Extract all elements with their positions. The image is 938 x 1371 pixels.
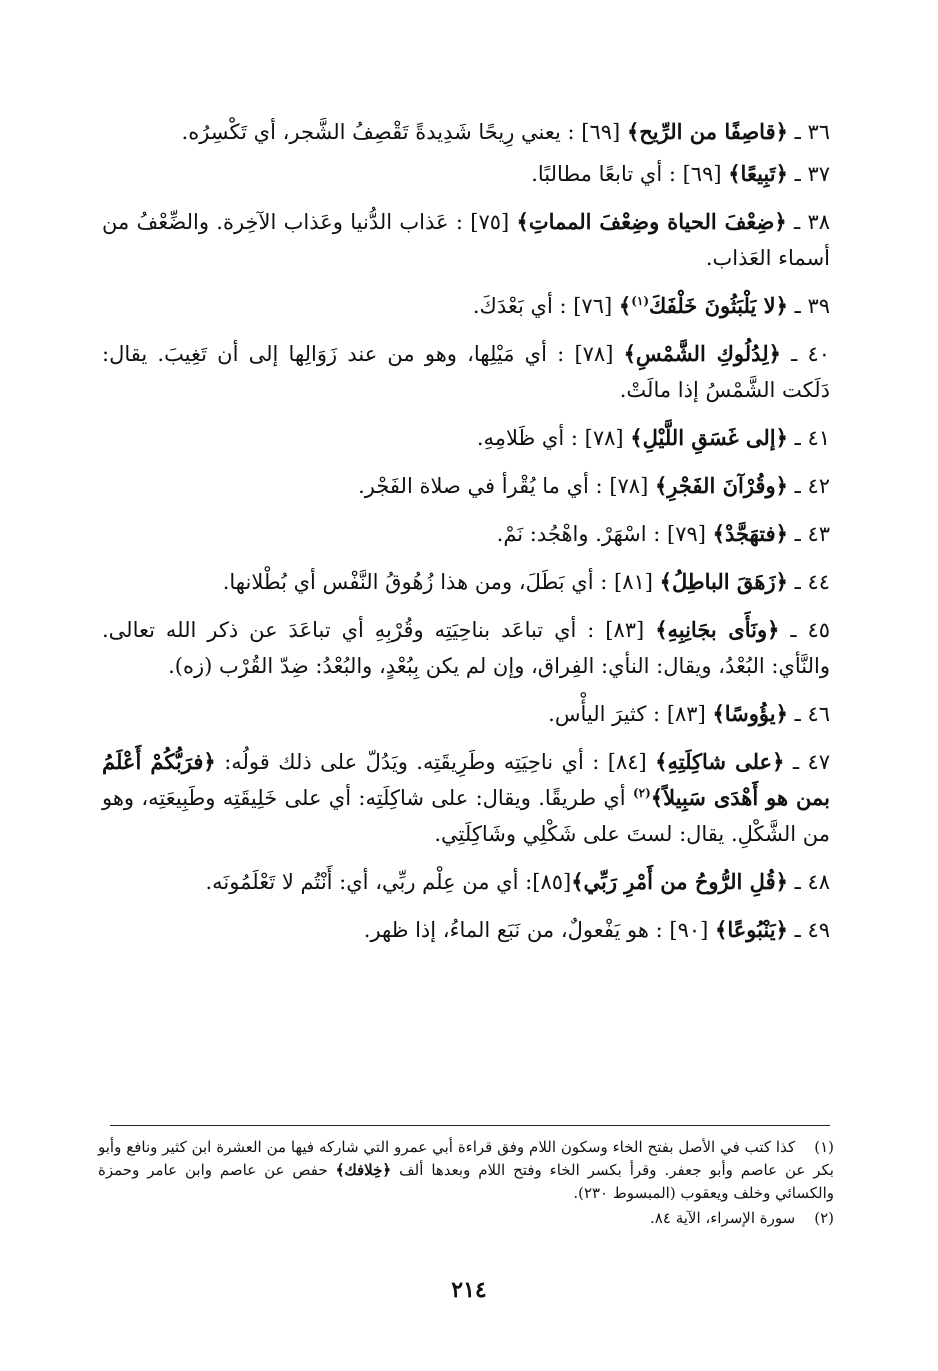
definition: يعني رِيحًا شَدِيدةً تَقْصِفُ الشَّجر، أي تَكْسِرُه. xyxy=(181,120,561,144)
quranic-term: ﴿تَبِيعًا﴾ xyxy=(728,161,788,186)
quranic-quote: ﴿فرَبُّكُمْ أَعْلَمُ بمن هو أَهْدَى سَبِيلاً﴾$^{(٢)}$ xyxy=(102,749,830,810)
footnote-text: كذا كتب في الأصل بفتح الخاء وسكون اللام وفق قراءة أبي عمرو التي شاركه فيها من العشرة ابن كثير ونافع وأبو بكر عن عاصم وأبو جعفر. وقرأ بكسر الخاء وفتح اللام وبعدها ألف xyxy=(98,1138,834,1179)
main-text xyxy=(102,114,830,960)
definition: عَذاب الدُّنيا وعَذاب الآخِرة. والضِّعْفُ من أسماء العَذاب. xyxy=(102,210,830,270)
quranic-term: ﴿قُلِ الرُّوحُ من أَمْرِ رَبِّي﴾ xyxy=(571,869,788,894)
definition: أي ما يُقْرأ في صلاة الفَجْر. xyxy=(358,474,589,498)
entry-45: ٤٥ ـ ﴿ونَأَى بجَانِبِهِ﴾ [٨٣] : أي تباعَد بناحِيَتِه وقُرْبِهِ أي تباعَدَ عن ذكر الله تعالى. والنَّأي: البُعْدُ، ويقال: النأي: الفِراق، وإن لم يكن بِبُعْدٍ، والبُعْدُ: ضِدّ القُرْب (زه). xyxy=(102,617,830,678)
entry-38: ٣٨ ـ ﴿ضِعْفَ الحياة وضِعْفَ المماتِ﴾ [٧٥] : عَذاب الدُّنيا وعَذاب الآخِرة. والضِّعْفُ من أسماء العَذاب. xyxy=(102,209,831,270)
verse-reference: [٧٦] xyxy=(573,294,613,318)
verse-reference: [٩٠] xyxy=(669,918,709,942)
entry-number: ٣٧ xyxy=(807,162,830,186)
definition: أي تباعَد بناحِيَتِه وقُرْبِهِ أي تباعَدَ عن ذكر الله تعالى. والنَّأي: البُعْدُ، ويقال: النأي: الفِراق، وإن لم يكن بِبُعْدٍ، والبُعْدُ: ضِدّ القُرْب (زه). xyxy=(102,618,830,678)
quranic-term: ﴿يؤُوسًا﴾ xyxy=(712,701,788,726)
entry-41: ٤١ ـ ﴿إلى غَسَقِ اللَّيْلِ﴾ [٧٨] : أي ظَلامِهِ. xyxy=(476,425,830,450)
verse-reference: [٨٥] xyxy=(532,870,572,894)
entry-number: ٤٨ xyxy=(807,870,830,894)
entry-number: ٣٨ xyxy=(807,210,831,234)
footnotes xyxy=(98,1136,834,1232)
verse-reference: [٨٣] xyxy=(605,618,645,642)
footnote-quranic-word: ﴿خِلافك﴾ xyxy=(335,1161,392,1179)
entry-40: ٤٠ ـ ﴿لِدُلُوكِ الشَّمْسِ﴾ [٧٨] : أي مَيْلِها، وهو من عند زَوَالِها إلى أن تَغِيبَ. يقال: دَلَكت الشَّمْسُ إذا مالَتْ. xyxy=(102,341,831,402)
footnote-text-continued: حفص عن عاصم وابن عامر وحمزة والكسائي وخلف ويعقوب (المبسوط ٢٣٠). xyxy=(98,1161,834,1202)
definition: أي من عِلْم ربِّي، أي: أَنْتُم لا تَعْلَمُونَه. xyxy=(205,870,519,894)
entry-number: ٤١ xyxy=(807,426,830,450)
quranic-term: ﴿قاصِفًا من الرِّيح﴾ xyxy=(626,119,788,144)
definition: أي ناحِيَتِه وطَرِيقَتِه. ويَدُلّ على ذلك قولُه: xyxy=(224,750,584,774)
verse-reference: [٧٥] xyxy=(470,210,510,234)
quranic-term: ﴿على شاكِلَتِهِ﴾ xyxy=(655,749,785,774)
footnote-divider xyxy=(110,1125,830,1126)
quranic-term: ﴿وقُرْآنَ الفَجْرِ﴾ xyxy=(654,473,788,498)
verse-reference: [٧٩] xyxy=(667,522,706,546)
entry-number: ٤٦ xyxy=(807,702,830,726)
footnote-number: (١) xyxy=(814,1138,834,1156)
entry-43: ٤٣ ـ ﴿فتهَجَّدْ﴾ [٧٩] : اسْهَرْ. واهْجُد: نَمْ. xyxy=(496,521,830,546)
verse-reference: [٨١] xyxy=(614,570,653,594)
quranic-term: ﴿لِدُلُوكِ الشَّمْسِ﴾ xyxy=(623,341,781,366)
definition-continued: أي طريقًا. ويقال: على شاكِلَتِه: أي على خَلِيقَتِه وطَبِيعَتِه، وهو من الشَّكْلِ. يقال: لستَ على شَكْلِي وشَاكِلَتِي. xyxy=(102,786,830,846)
quranic-term: ﴿ونَأَى بجَانِبِهِ﴾ xyxy=(655,617,780,642)
definition: أي مَيْلِها، وهو من عند زَوَالِها إلى أن تَغِيبَ. يقال: دَلَكت الشَّمْسُ إذا مالَتْ. xyxy=(102,342,830,402)
definition: كثيرَ اليأْس. xyxy=(548,702,647,726)
entry-number: ٤٩ xyxy=(807,918,830,942)
entry-42: ٤٢ ـ ﴿وقُرْآنَ الفَجْرِ﴾ [٧٨] : أي ما يُقْرأ في صلاة الفَجْر. xyxy=(358,473,830,498)
definition: أي ظَلامِهِ. xyxy=(476,426,565,450)
verse-reference: [٧٨] xyxy=(584,426,624,450)
entry-37: ٣٧ ـ ﴿تَبِيعًا﴾ [٦٩] : أي تابعًا مطالبًا. xyxy=(531,161,830,186)
quranic-term: ﴿زَهَقَ الباطِلُ﴾ xyxy=(659,569,788,594)
entry-48: ٤٨ ـ ﴿قُلِ الرُّوحُ من أَمْرِ رَبِّي﴾[٨٥]: أي من عِلْم ربِّي، أي: أَنْتُم لا تَعْلَمُونَه. xyxy=(205,869,830,894)
definition: اسْهَرْ. واهْجُد: نَمْ. xyxy=(496,522,647,546)
entry-46: ٤٦ ـ ﴿يؤُوسًا﴾ [٨٣] : كثيرَ اليأْس. xyxy=(548,701,830,726)
footnote-2 xyxy=(98,1207,834,1230)
entry-number: ٤٤ xyxy=(807,570,830,594)
verse-reference: [٧٨] xyxy=(609,474,649,498)
entry-number: ٤٧ xyxy=(807,750,830,774)
entry-number: ٣٩ xyxy=(807,294,830,318)
verse-reference: [٧٨] xyxy=(574,342,614,366)
entry-number: ٣٦ xyxy=(807,120,830,144)
quranic-term: ﴿فتهَجَّدْ﴾ xyxy=(712,521,788,546)
quranic-term: ﴿لا يَلْبَثُونَ خَلْفَكَ$^{(١)}$﴾ xyxy=(618,293,788,318)
quranic-term: ﴿إلى غَسَقِ اللَّيْلِ﴾ xyxy=(630,425,788,450)
entry-number: ٤٥ xyxy=(807,618,830,642)
entry-36: ٣٦ ـ ﴿قاصِفًا من الرِّيح﴾ [٦٩] : يعني رِيحًا شَدِيدةً تَقْصِفُ الشَّجر، أي تَكْسِرُه. xyxy=(181,119,830,144)
page-number: ٢١٤ xyxy=(451,1277,487,1303)
definition: أي بَعْدَكَ. xyxy=(472,294,553,318)
footnote-text: سورة الإسراء، الآية ٨٤. xyxy=(650,1209,796,1227)
entry-49: ٤٩ ـ ﴿يَنْبُوعًا﴾ [٩٠] : هو يَفْعولٌ، من نَبَع الماءُ، إذا ظهر. xyxy=(363,917,830,942)
entry-47: ٤٧ ـ ﴿على شاكِلَتِهِ﴾ [٨٤] : أي ناحِيَتِه وطَرِيقَتِه. ويَدُلّ على ذلك قولُه: ﴿فرَبُّكُمْ أَعْلَمُ بمن هو أَهْدَى سَبِيلاً﴾$^{(٢)}$ أي طريقًا. ويقال: على شاكِلَتِه: أي على خَلِيقَتِه وطَبِيعَتِه، وهو من الشَّكْلِ. يقال: لستَ على شَكْلِي وشَاكِلَتِي. xyxy=(102,749,830,846)
entry-number: ٤٠ xyxy=(807,342,831,366)
entry-number: ٤٣ xyxy=(807,522,830,546)
definition: هو يَفْعولٌ، من نَبَع الماءُ، إذا ظهر. xyxy=(363,918,649,942)
verse-reference: [٦٩] xyxy=(682,162,722,186)
verse-reference: [٨٣] xyxy=(666,702,706,726)
footnote-number: (٢) xyxy=(814,1209,834,1227)
footnote-marker[interactable]: (٢) xyxy=(632,786,651,800)
verse-reference: [٨٤] xyxy=(607,750,647,774)
entry-39: ٣٩ ـ ﴿لا يَلْبَثُونَ خَلْفَكَ$^{(١)}$﴾ [٧٦] : أي بَعْدَكَ. xyxy=(472,293,830,318)
definition: أي تابعًا مطالبًا. xyxy=(531,162,663,186)
footnote-1 xyxy=(98,1136,834,1205)
entry-number: ٤٢ xyxy=(807,474,830,498)
quranic-term: ﴿ضِعْفَ الحياة وضِعْفَ المماتِ﴾ xyxy=(516,209,787,234)
definition: أي بَطَلَ، ومن هذا زُهُوقُ النَّفْس أي بُطْلانها. xyxy=(222,570,594,594)
verse-reference: [٦٩] xyxy=(581,120,621,144)
entry-44: ٤٤ ـ ﴿زَهَقَ الباطِلُ﴾ [٨١] : أي بَطَلَ، ومن هذا زُهُوقُ النَّفْس أي بُطْلانها. xyxy=(222,569,830,594)
quranic-term: ﴿يَنْبُوعًا﴾ xyxy=(715,917,788,942)
footnote-marker[interactable]: (١) xyxy=(631,294,650,308)
